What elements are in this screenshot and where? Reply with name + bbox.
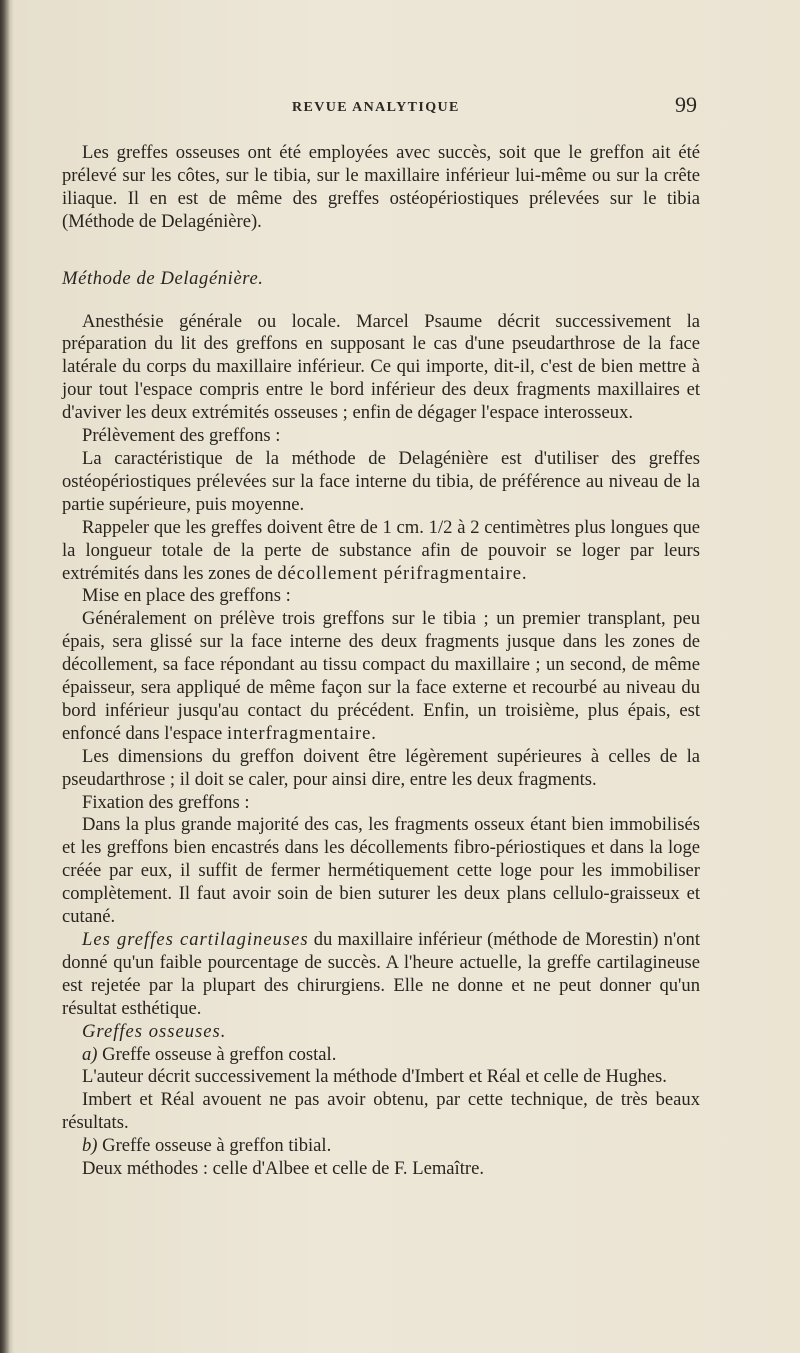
cartilagineuses-italic: Les greffes cartilagineuses (82, 929, 309, 950)
item-b-marker: b) (82, 1135, 98, 1157)
paragraph-intro: Les greffes osseuses ont été employées avec succès, soit que le greffon ait été prélevé sur les côtes, sur le tibia, sur le maxillaire inférieur lui-même ou sur la crête iliaque. Il en est de même des greffes ostéopériostiques prélevées sur le tibia (Méthode de Delagénière). (62, 142, 700, 232)
subheading-fixation: Fixation des greffons : (82, 791, 250, 813)
binding-shadow (0, 0, 10, 1353)
generalement-text: Généralement on prélève trois greffons sur le tibia ; un premier transplant, peu épais, sera glissé sur la face interne des deux fragments jusque dans les zones de décollement, sa face répondant au tissu compact du maxillaire ; un second, de même épaisseur, sera appliqué de même façon sur la face externe et recourbé au niveau du bord inférieur jusqu'au contact du précédent. Enfin, un troisième, plus épais, est enfoncé dans l'espace (62, 608, 700, 744)
paragraph-dimensions: Les dimensions du greffon doivent être légèrement supérieures à celles de la pseudarthrose ; il doit se caler, pour ainsi dire, entre les deux fragments. (62, 745, 700, 790)
paragraph-auteur: L'auteur décrit successivement la méthode d'Imbert et Réal et celle de Hughes. (82, 1066, 667, 1088)
subheading-mise-en-place: Mise en place des greffons : (82, 585, 291, 607)
generalement-spaced: interfragmentaire. (226, 722, 377, 744)
paragraph-imbert: Imbert et Réal avouent ne pas avoir obtenu, par cette technique, de très beaux résultats. (62, 1089, 700, 1134)
item-a (62, 1044, 700, 1067)
paragraph-deux-methodes: Deux méthodes : celle d'Albee et celle de F. Lemaître. (82, 1158, 484, 1180)
page-number: 99 (675, 92, 697, 117)
paragraph-caracteristique: La caractéristique de la méthode de Delagénière est d'utiliser des greffes ostéopériostiques prélevées sur la face interne du tibia, de préférence au niveau de la partie supérieure, puis moyenne. (62, 447, 700, 515)
rappeler-text: Rappeler que les greffes doivent être de 1 cm. 1/2 à 2 centimètres plus longues que la longueur totale de la perte de substance afin de pouvoir se loger par leurs extrémités dans les zones de (62, 516, 700, 584)
cartilagineuses-text: du maxillaire inférieur (méthode de Morestin) n'ont donné qu'un faible pourcentage de succès. A l'heure actuelle, la greffe cartilagineuse est rejetée par la plupart des chirurgiens. Elle ne donne et ne peut donner qu'un résultat esthétique. (62, 929, 700, 1019)
section-title: Méthode de Delagénière. (62, 267, 264, 289)
subheading-greffes-osseuses: Greffes osseuses. (82, 1020, 227, 1042)
paragraph-rappeler (62, 517, 700, 586)
paragraph-cartilagineuses (62, 929, 700, 1021)
paragraph-anesthesie: Anesthésie générale ou locale. Marcel Psaume décrit successivement la préparation du lit des greffons en supposant le cas d'une pseudarthrose de la face latérale du corps du maxillaire inférieur. Ce qui importe, dit-il, c'est de bien mettre à jour tout l'espace compris entre le bord inférieur des deux fragments maxillaires et d'aviver les deux extrémités osseuses ; enfin de dégager l'espace interosseux. (62, 310, 700, 424)
item-a-marker: a) (82, 1043, 98, 1065)
item-b-text: Greffe osseuse à greffon tibial. (97, 1135, 332, 1157)
item-a-text: Greffe osseuse à greffon costal. (97, 1043, 337, 1065)
body-text (62, 142, 700, 1181)
paragraph-generalement (62, 608, 700, 745)
paragraph-dans-la-plus: Dans la plus grande majorité des cas, les fragments osseux étant bien immobilisés et les greffons bien encastrés dans les décollements fibro-périostiques et dans la loge créée par eux, il suffit de fermer hermétiquement cette loge pour les immobiliser complètement. Il faut avoir soin de bien suturer les deux plans cellulo-graisseux et cutané. (62, 814, 700, 928)
rappeler-spaced: décollement périfragmentaire. (277, 562, 528, 584)
running-title: REVUE ANALYTIQUE (292, 100, 460, 115)
subheading-prelevement: Prélèvement des greffons : (82, 425, 281, 447)
page-header (0, 92, 800, 122)
item-b (62, 1135, 700, 1158)
